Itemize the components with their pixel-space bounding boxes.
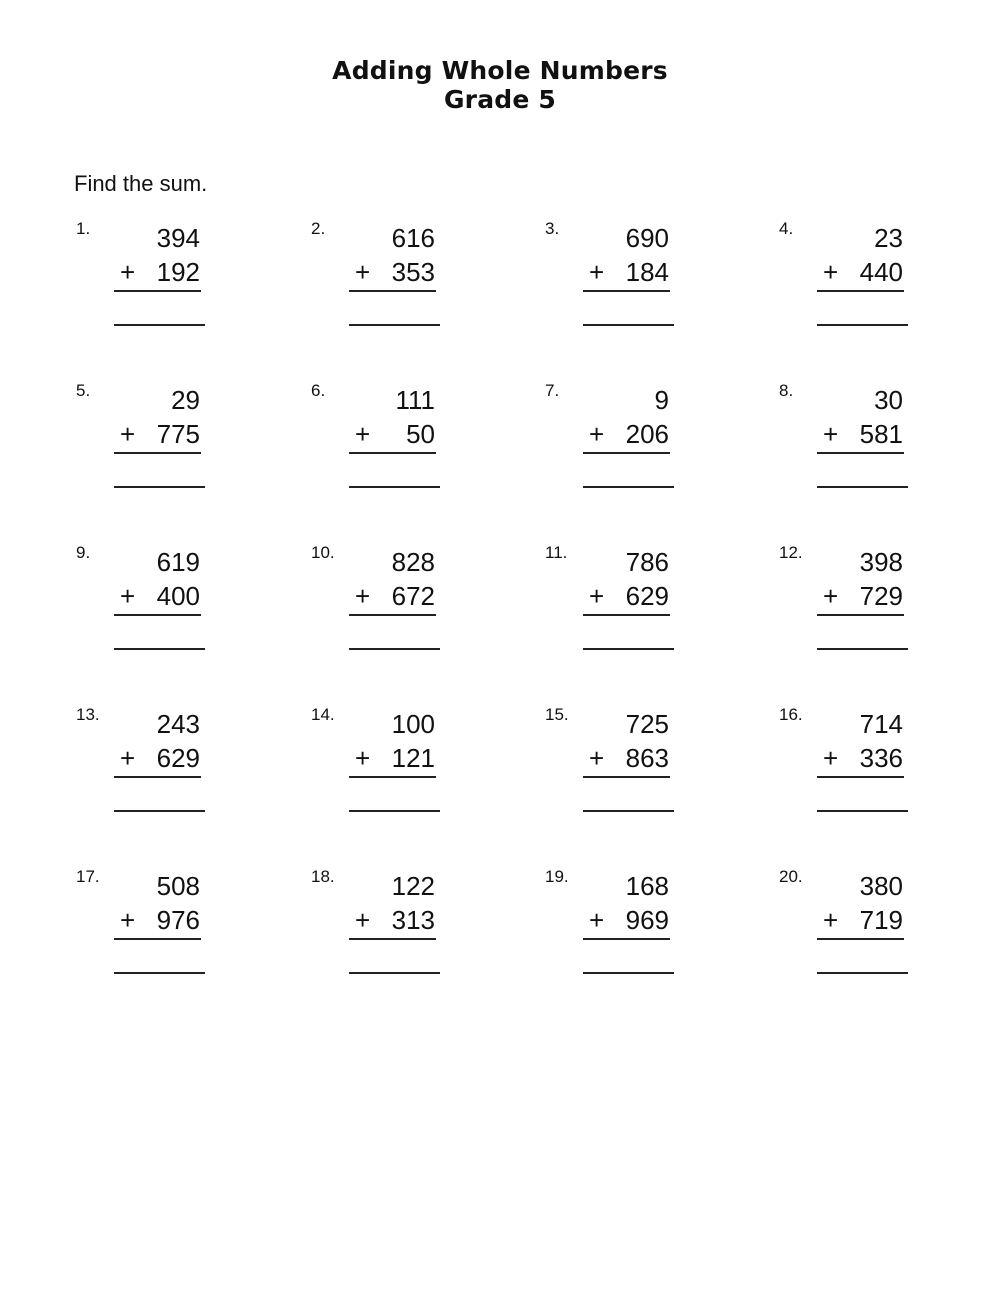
sum-bar (114, 938, 201, 940)
addend-top: 786 (625, 547, 669, 577)
sum-bar (114, 290, 201, 292)
plus-sign: + (823, 419, 839, 449)
sum-bar (583, 452, 670, 454)
sum-bar (349, 452, 436, 454)
problem-8 (779, 381, 939, 501)
problem-3 (545, 219, 705, 339)
plus-sign: + (823, 905, 839, 935)
plus-sign: + (355, 419, 371, 449)
answer-blank[interactable] (817, 486, 908, 488)
title-line-grade: Grade 5 (443, 85, 557, 114)
sum-bar (349, 290, 436, 292)
addend-top: 168 (625, 871, 669, 901)
sum-bar (817, 452, 904, 454)
addend-top: 690 (625, 223, 669, 253)
addend-bottom: 719 (859, 905, 903, 935)
sum-bar (583, 938, 670, 940)
answer-blank[interactable] (817, 648, 908, 650)
plus-sign: + (355, 743, 371, 773)
problem-number: 7. (545, 381, 560, 400)
answer-blank[interactable] (583, 810, 674, 812)
sum-bar (817, 938, 904, 940)
problem-number: 17. (76, 867, 100, 886)
answer-blank[interactable] (349, 972, 440, 974)
addend-top: 30 (874, 385, 903, 415)
addend-top: 380 (859, 871, 903, 901)
addend-bottom: 336 (859, 743, 903, 773)
problem-9 (76, 543, 236, 663)
plus-sign: + (589, 581, 605, 611)
answer-blank[interactable] (349, 648, 440, 650)
answer-blank[interactable] (583, 648, 674, 650)
plus-sign: + (355, 581, 371, 611)
sum-bar (817, 614, 904, 616)
addend-top: 828 (391, 547, 435, 577)
problem-12 (779, 543, 939, 663)
problem-7 (545, 381, 705, 501)
addend-bottom: 400 (156, 581, 200, 611)
sum-bar (817, 776, 904, 778)
addend-top: 725 (625, 709, 669, 739)
addend-bottom: 192 (156, 257, 200, 287)
sum-bar (583, 290, 670, 292)
answer-blank[interactable] (114, 486, 205, 488)
addend-bottom: 629 (625, 581, 669, 611)
addend-top: 394 (156, 223, 200, 253)
plus-sign: + (589, 257, 605, 287)
problem-18 (311, 867, 471, 987)
addend-top: 100 (391, 709, 435, 739)
plus-sign: + (120, 257, 136, 287)
problem-11 (545, 543, 705, 663)
problem-1 (76, 219, 236, 339)
addend-bottom: 863 (625, 743, 669, 773)
addend-top: 9 (654, 385, 669, 415)
answer-blank[interactable] (349, 324, 440, 326)
answer-blank[interactable] (114, 324, 205, 326)
problem-number: 14. (311, 705, 335, 724)
addend-top: 616 (391, 223, 435, 253)
addend-bottom: 969 (625, 905, 669, 935)
plus-sign: + (823, 257, 839, 287)
problem-number: 3. (545, 219, 560, 238)
answer-blank[interactable] (114, 648, 205, 650)
sum-bar (114, 614, 201, 616)
problem-10 (311, 543, 471, 663)
addend-top: 29 (171, 385, 200, 415)
sum-bar (349, 614, 436, 616)
addend-bottom: 629 (156, 743, 200, 773)
addend-bottom: 206 (625, 419, 669, 449)
plus-sign: + (823, 743, 839, 773)
addend-top: 508 (156, 871, 200, 901)
answer-blank[interactable] (583, 972, 674, 974)
addend-bottom: 775 (156, 419, 200, 449)
problem-17 (76, 867, 236, 987)
problem-number: 16. (779, 705, 803, 724)
problem-13 (76, 705, 236, 825)
addend-bottom: 672 (391, 581, 435, 611)
plus-sign: + (120, 905, 136, 935)
addend-bottom: 313 (391, 905, 435, 935)
addend-top: 243 (156, 709, 200, 739)
sum-bar (114, 452, 201, 454)
addend-top: 122 (391, 871, 435, 901)
problem-number: 12. (779, 543, 803, 562)
answer-blank[interactable] (349, 810, 440, 812)
sum-bar (583, 614, 670, 616)
problem-number: 20. (779, 867, 803, 886)
plus-sign: + (355, 905, 371, 935)
addend-bottom: 353 (391, 257, 435, 287)
addend-top: 111 (395, 385, 435, 415)
addend-bottom: 581 (859, 419, 903, 449)
problem-number: 8. (779, 381, 794, 400)
addend-top: 398 (859, 547, 903, 577)
plus-sign: + (589, 743, 605, 773)
answer-blank[interactable] (114, 972, 205, 974)
problem-number: 18. (311, 867, 335, 886)
answer-blank[interactable] (583, 486, 674, 488)
problem-number: 5. (76, 381, 91, 400)
addend-top: 23 (874, 223, 903, 253)
problem-16 (779, 705, 939, 825)
plus-sign: + (589, 419, 605, 449)
plus-sign: + (355, 257, 371, 287)
problem-6 (311, 381, 471, 501)
problem-number: 10. (311, 543, 335, 562)
worksheet-title (0, 56, 1000, 114)
addend-top: 714 (859, 709, 903, 739)
sum-bar (114, 776, 201, 778)
problem-19 (545, 867, 705, 987)
plus-sign: + (120, 419, 136, 449)
addend-bottom: 50 (406, 419, 435, 449)
problem-number: 9. (76, 543, 91, 562)
problem-number: 6. (311, 381, 326, 400)
plus-sign: + (823, 581, 839, 611)
addend-bottom: 729 (859, 581, 903, 611)
problem-number: 11. (545, 543, 568, 562)
answer-blank[interactable] (817, 810, 908, 812)
plus-sign: + (120, 743, 136, 773)
plus-sign: + (589, 905, 605, 935)
addend-bottom: 184 (625, 257, 669, 287)
problem-15 (545, 705, 705, 825)
sum-bar (583, 776, 670, 778)
problem-number: 4. (779, 219, 794, 238)
problem-number: 15. (545, 705, 569, 724)
answer-blank[interactable] (349, 486, 440, 488)
addend-bottom: 440 (859, 257, 903, 287)
addend-bottom: 976 (156, 905, 200, 935)
answer-blank[interactable] (583, 324, 674, 326)
instruction-text: Find the sum. (74, 171, 208, 196)
answer-blank[interactable] (817, 324, 908, 326)
problem-2 (311, 219, 471, 339)
problem-4 (779, 219, 939, 339)
sum-bar (817, 290, 904, 292)
plus-sign: + (120, 581, 136, 611)
sum-bar (349, 776, 436, 778)
sum-bar (349, 938, 436, 940)
problem-20 (779, 867, 939, 987)
answer-blank[interactable] (817, 972, 908, 974)
addend-bottom: 121 (391, 743, 435, 773)
problem-14 (311, 705, 471, 825)
title-line-main: Adding Whole Numbers (332, 56, 668, 85)
problem-number: 19. (545, 867, 569, 886)
problem-number: 1. (76, 219, 91, 238)
problem-number: 13. (76, 705, 100, 724)
addend-top: 619 (156, 547, 200, 577)
problem-number: 2. (311, 219, 326, 238)
answer-blank[interactable] (114, 810, 205, 812)
problem-5 (76, 381, 236, 501)
